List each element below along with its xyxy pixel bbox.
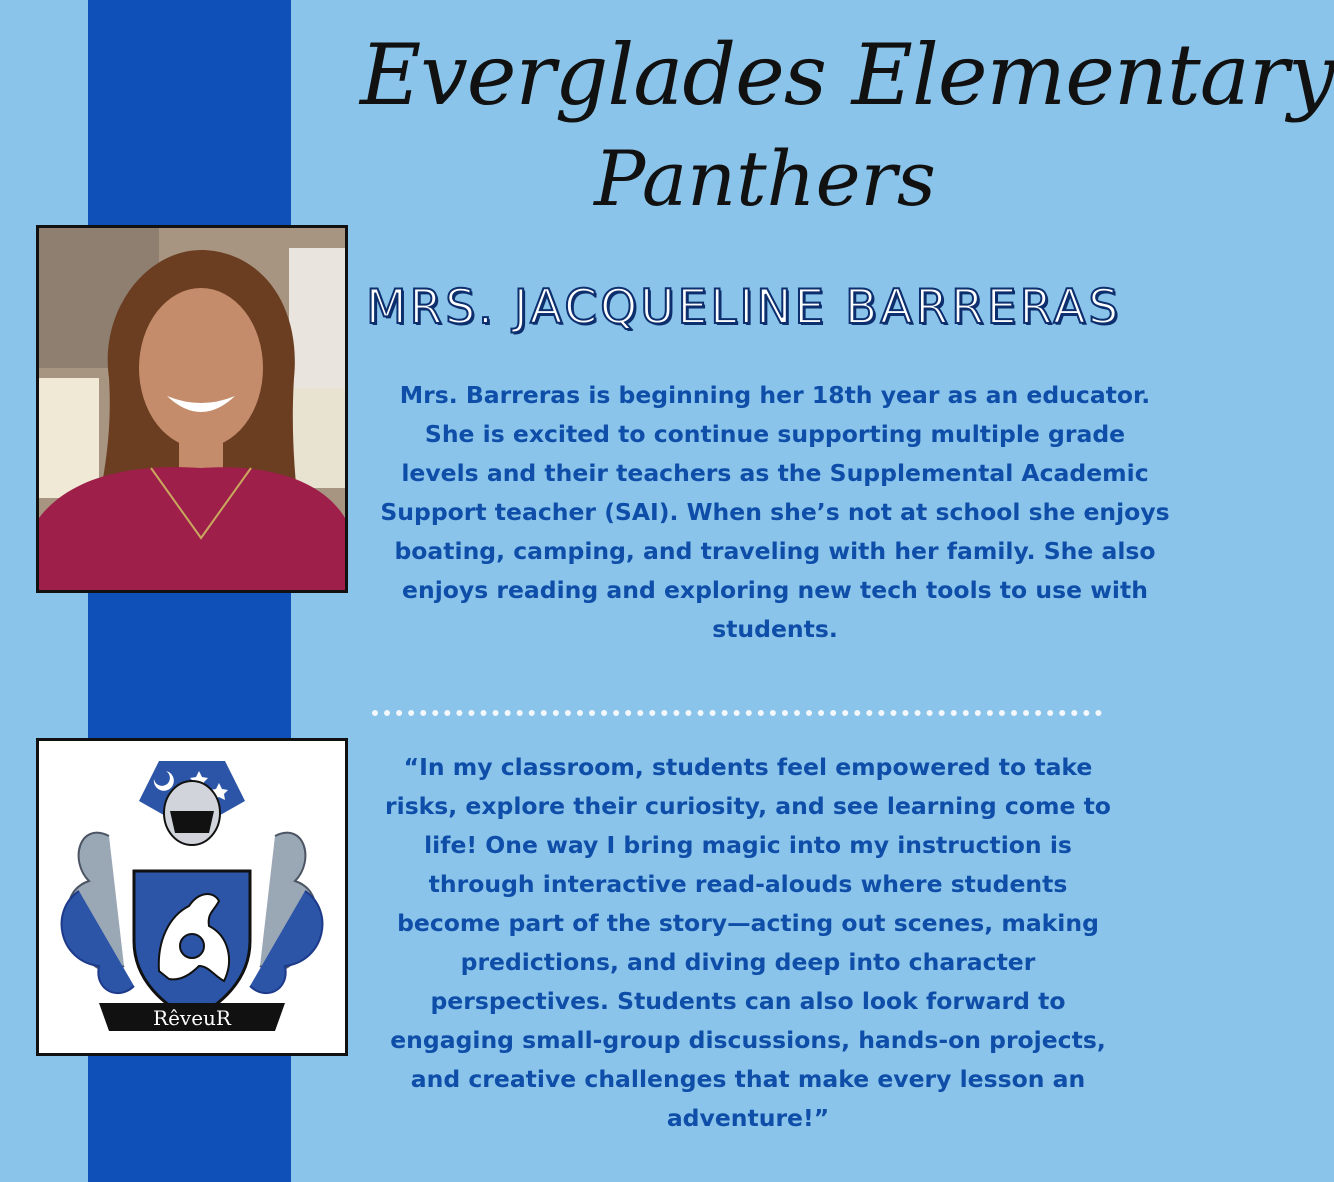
- quote-line: through interactive read-alouds where students: [428, 870, 1068, 898]
- bio-line: Mrs. Barreras is beginning her 18th year as an educator.: [399, 381, 1151, 409]
- crest-logo: [36, 738, 348, 1056]
- quote-line: engaging small-group discussions, hands-on projects,: [390, 1026, 1106, 1054]
- bio-line: Support teacher (SAI). When she’s not at school she enjoys: [380, 498, 1170, 526]
- quote-line: predictions, and diving deep into character: [460, 948, 1036, 976]
- crest-banner-text: RêveuR: [153, 1006, 231, 1030]
- teacher-portrait-illustration: [39, 228, 345, 590]
- bio-line: levels and their teachers as the Supplemental Academic: [401, 459, 1149, 487]
- quote-line: life! One way I bring magic into my instruction is: [424, 831, 1072, 859]
- quote-line: adventure!”: [666, 1104, 830, 1132]
- quote-line: perspectives. Students can also look forward to: [430, 987, 1066, 1015]
- quote-line: risks, explore their curiosity, and see learning come to: [385, 792, 1111, 820]
- quote-line: and creative challenges that make every lesson an: [410, 1065, 1086, 1093]
- teacher-bio: [360, 376, 1190, 649]
- teacher-photo: [36, 225, 348, 593]
- quote-line: become part of the story—acting out scenes, making: [397, 909, 1099, 937]
- house-crest-icon: [39, 741, 345, 1053]
- bio-line: enjoys reading and exploring new tech tools to use with: [402, 576, 1148, 604]
- quote-line: “In my classroom, students feel empowered to take: [403, 753, 1093, 781]
- bio-line: boating, camping, and traveling with her family. She also: [394, 537, 1156, 565]
- teacher-quote: [368, 748, 1128, 1138]
- dotted-divider: [372, 710, 1102, 716]
- bio-line: students.: [712, 615, 838, 643]
- school-mascot: Panthers: [594, 134, 936, 223]
- teacher-name: MRS. JACQUELINE BARRERAS: [366, 280, 1122, 335]
- school-name: Everglades Elementary: [360, 26, 1334, 124]
- bio-line: She is excited to continue supporting multiple grade: [424, 420, 1126, 448]
- school-header: [360, 20, 1334, 250]
